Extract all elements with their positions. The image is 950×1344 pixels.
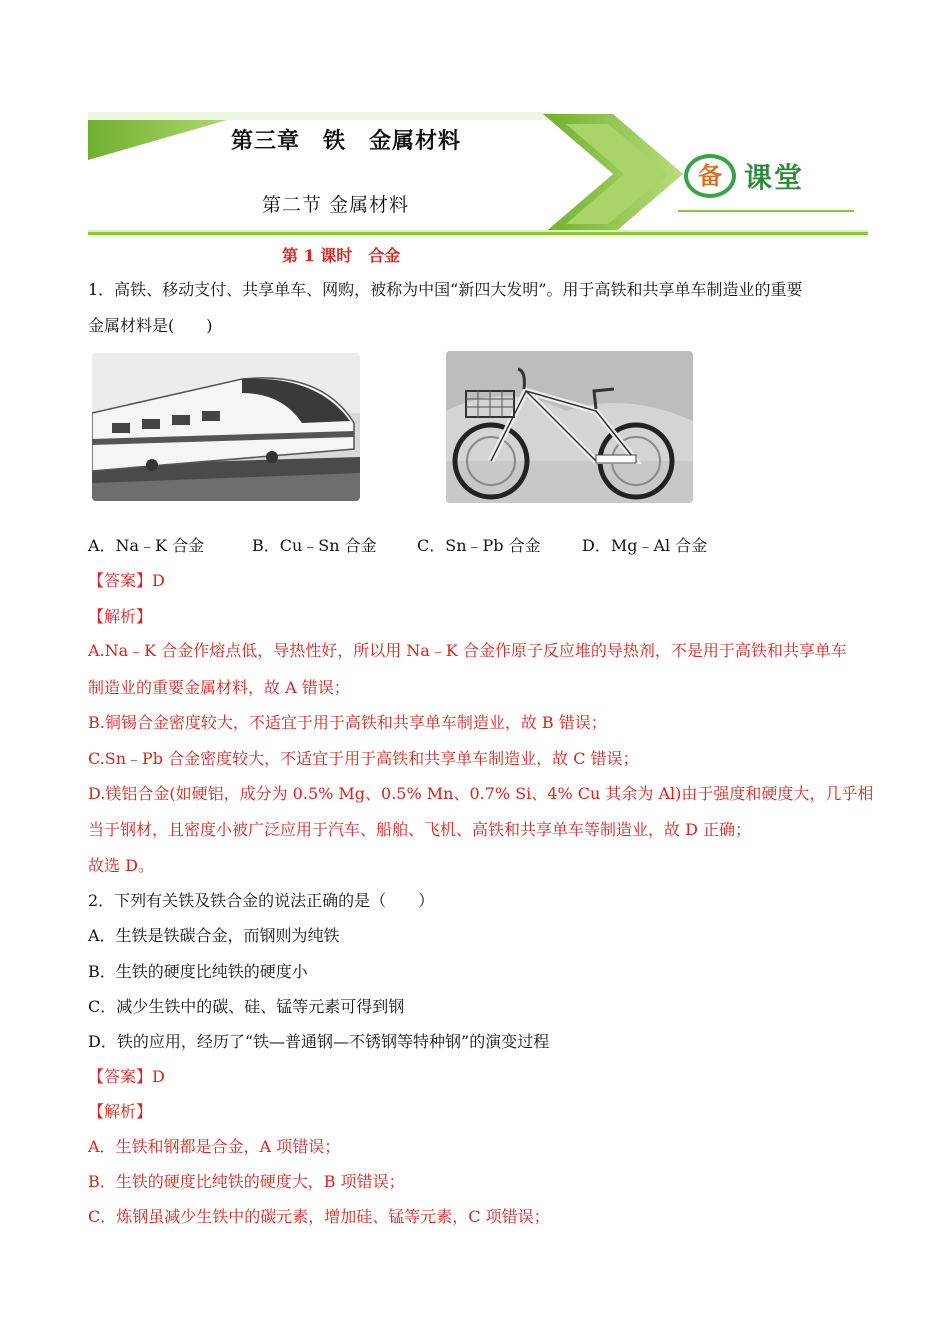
q1-option-d[interactable]: D．Mg﹣Al 合金 xyxy=(582,536,708,555)
q2-option-a[interactable]: A．生铁是铁碳合金，而钢则为纯铁 xyxy=(88,926,340,945)
q1-analysis-line: C.Sn﹣Pb 合金密度较大，不适宜于用于高铁和共享单车制造业，故 C 错误； xyxy=(88,749,639,768)
q2-option-c[interactable]: C．减少生铁中的碳、硅、锰等元素可得到钢 xyxy=(88,997,405,1016)
badge-text: 课堂 xyxy=(744,161,805,194)
q1-option-b[interactable]: B．Cu﹣Sn 合金 xyxy=(252,536,377,555)
shared-bicycle-image xyxy=(446,351,693,503)
q1-options xyxy=(88,536,888,556)
q1-analysis-line: A.Na﹣K 合金作熔点低，导热性好，所以用 Na﹣K 合金作原子反应堆的导热剂，不是用于高铁和共享单车 xyxy=(88,641,847,660)
chapter-title: 第三章 铁 金属材料 xyxy=(231,128,462,154)
q1-stem-line1: 1．高铁、移动支付、共享单车、网购，被称为中国“新四大发明”。用于高铁和共享单车制造业的重要 xyxy=(88,280,803,299)
q2-answer: 【答案】D xyxy=(88,1067,165,1086)
q2-analysis-line: A．生铁和钢都是合金，A 项错误； xyxy=(88,1137,341,1156)
q2-analysis-label: 【解析】 xyxy=(88,1102,153,1121)
q2-analysis-line: B．生铁的硬度比纯铁的硬度大，B 项错误； xyxy=(88,1172,405,1191)
bei-ketang-logo xyxy=(684,152,834,204)
section-title: 第二节 金属材料 xyxy=(262,194,410,216)
q2-analysis-line: C．炼钢虽减少生铁中的碳元素，增加硅、锰等元素，C 项错误； xyxy=(88,1207,550,1226)
q2-option-b[interactable]: B．生铁的硬度比纯铁的硬度小 xyxy=(88,962,308,981)
q2-stem: 2．下列有关铁及铁合金的说法正确的是（ ） xyxy=(88,891,435,910)
badge-char: 备 xyxy=(684,154,736,198)
lesson-title: 第 1 课时 合金 xyxy=(282,246,401,265)
q1-analysis-label: 【解析】 xyxy=(88,607,153,626)
q1-option-a[interactable]: A．Na﹣K 合金 xyxy=(88,536,205,555)
q1-analysis-line: 故选 D。 xyxy=(88,856,154,875)
q1-option-c[interactable]: C．Sn﹣Pb 合金 xyxy=(417,536,541,555)
q1-analysis-line: 当于钢材，且密度小被广泛应用于汽车、船舶、飞机、高铁和共享单车等制造业，故 D 正确； xyxy=(88,820,752,839)
q1-stem-line2: 金属材料是( ) xyxy=(88,316,213,335)
q1-analysis-line: B.铜锡合金密度较大，不适宜于用于高铁和共享单车制造业，故 B 错误； xyxy=(88,713,607,732)
q2-option-d[interactable]: D．铁的应用，经历了“铁—普通钢—不锈钢等特种钢”的演变过程 xyxy=(88,1032,550,1051)
high-speed-train-image xyxy=(92,353,360,501)
q1-answer: 【答案】D xyxy=(88,571,165,590)
q1-analysis-line: 制造业的重要金属材料，故 A 错误； xyxy=(88,678,350,697)
q1-analysis-line: D.镁铝合金(如硬铝，成分为 0.5% Mg、0.5% Mn、0.7% Si、4% Cu 其余为 Al)由于强度和硬度大，几乎相 xyxy=(88,784,874,803)
